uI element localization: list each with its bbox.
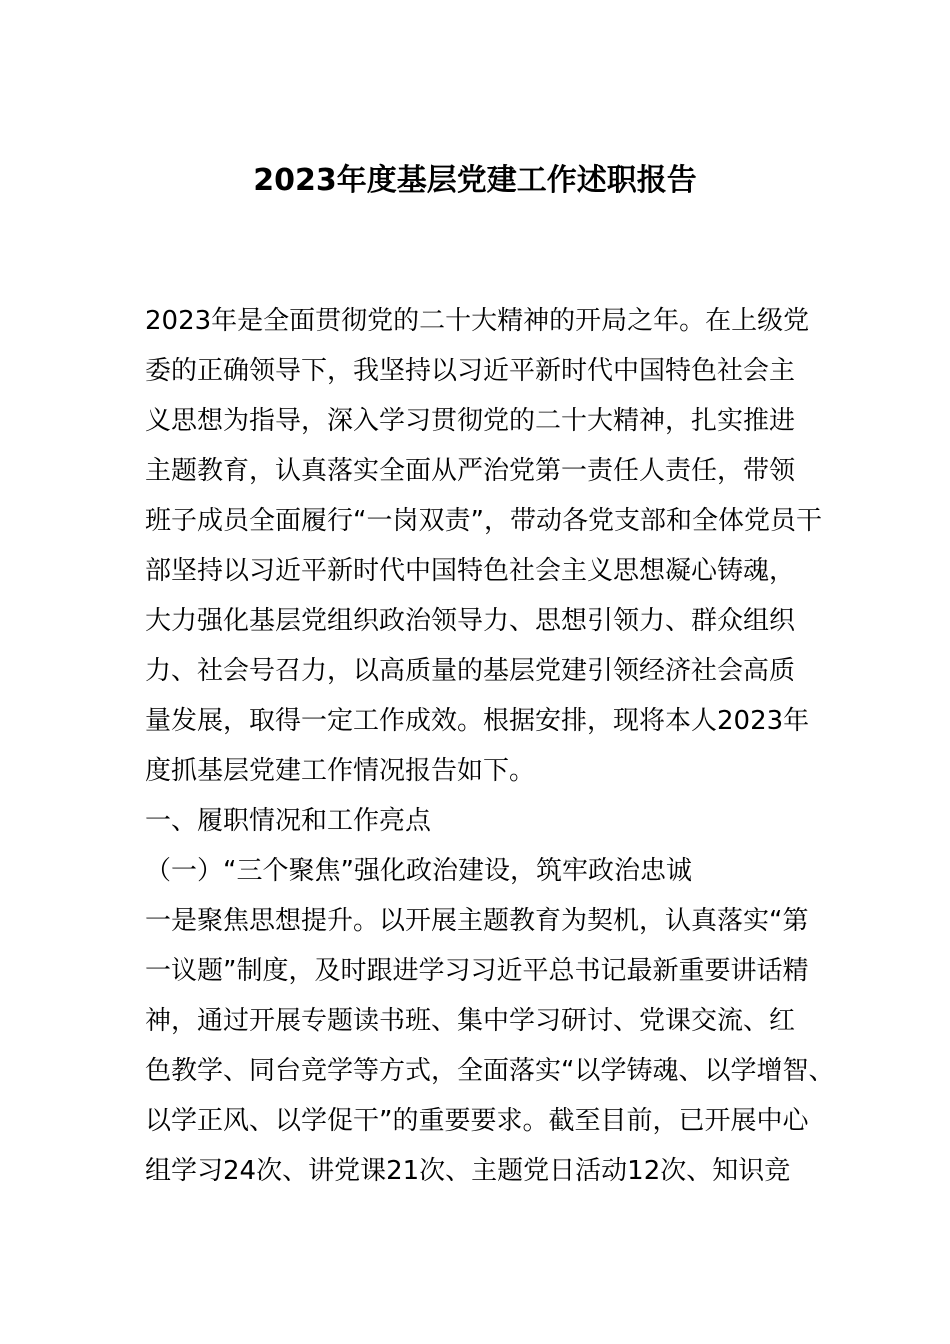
body-line: 力、社会号召力，以高质量的基层党建引领经济社会高质	[145, 656, 796, 686]
section-heading: 一、履职情况和工作亮点	[145, 806, 432, 836]
body-line: 度抓基层党建工作情况报告如下。	[145, 756, 536, 786]
body-line: 委的正确领导下，我坚持以习近平新时代中国特色社会主	[145, 356, 796, 386]
body-line: 主题教育，认真落实全面从严治党第一责任人责任，带领	[145, 456, 796, 486]
body-line: 以学正风、以学促干”的重要要求。截至目前，已开展中心	[145, 1106, 809, 1136]
body-line: 部坚持以习近平新时代中国特色社会主义思想凝心铸魂，	[145, 556, 796, 586]
body-line: 量发展，取得一定工作成效。根据安排，现将本人2023年	[145, 706, 810, 736]
body-line: 一是聚焦思想提升。以开展主题教育为契机，认真落实“第	[145, 906, 809, 936]
body-line: 班子成员全面履行“一岗双责”，带动各党支部和全体党员干	[145, 506, 822, 536]
body-line: 神，通过开展专题读书班、集中学习研讨、党课交流、红	[145, 1006, 796, 1036]
body-line: 义思想为指导，深入学习贯彻党的二十大精神，扎实推进	[145, 406, 796, 436]
body-line: 色教学、同台竞学等方式，全面落实“以学铸魂、以学增智、	[145, 1056, 835, 1086]
document-title: 2023年度基层党建工作述职报告	[253, 163, 697, 198]
body-line: 组学习24次、讲党课21次、主题党日活动12次、知识竞	[145, 1156, 791, 1186]
body-line: 2023年是全面贯彻党的二十大精神的开局之年。在上级党	[145, 306, 810, 336]
body-line: 大力强化基层党组织政治领导力、思想引领力、群众组织	[145, 606, 796, 636]
body-line: 一议题”制度，及时跟进学习习近平总书记最新重要讲话精	[145, 956, 809, 986]
subsection-heading: （一）“三个聚焦”强化政治建设，筑牢政治忠诚	[145, 856, 692, 886]
document-body	[145, 296, 835, 1196]
